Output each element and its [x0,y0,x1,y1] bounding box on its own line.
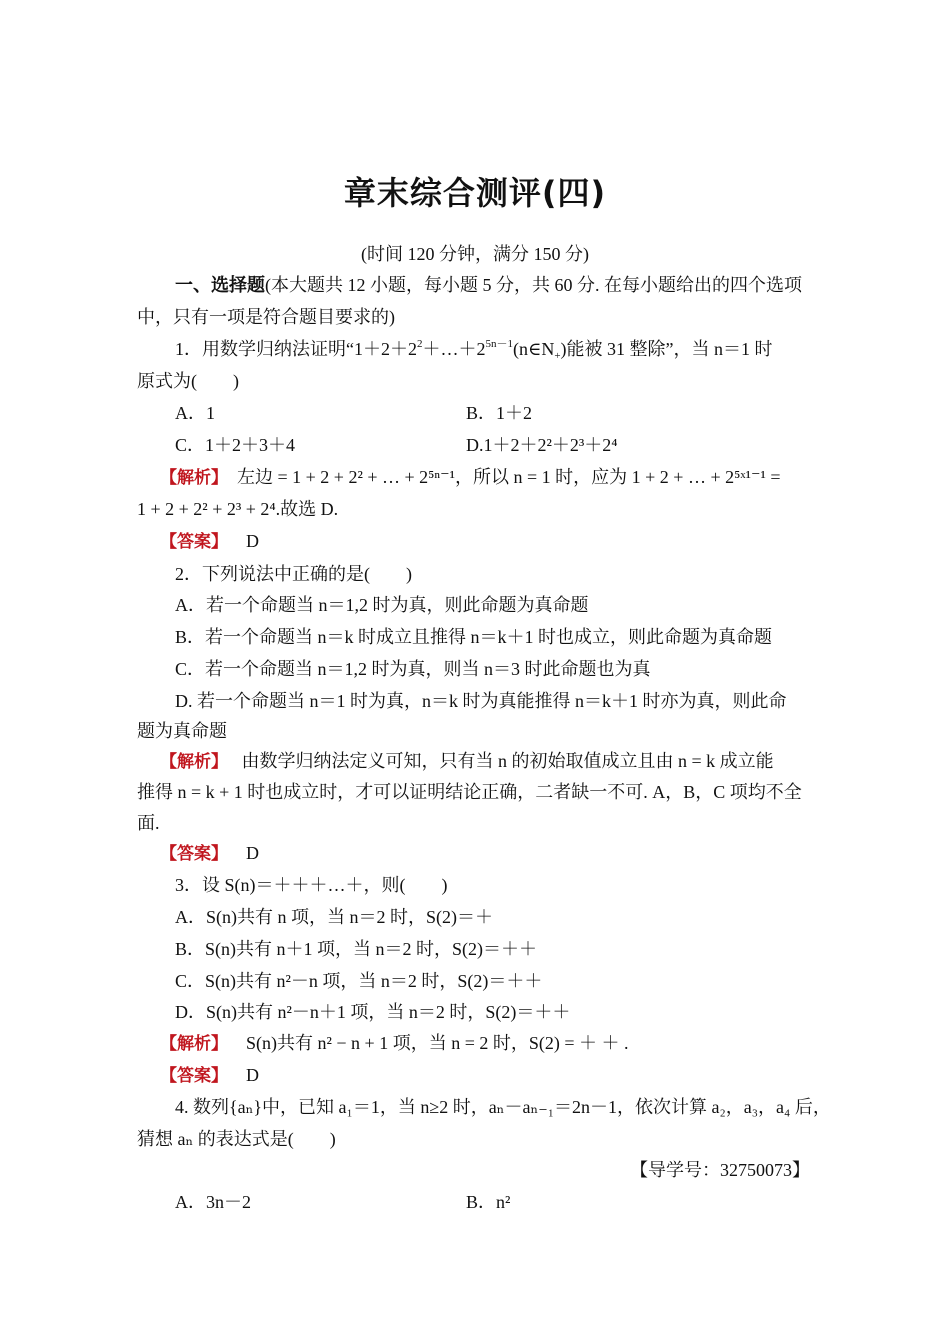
q1-options-cd [175,432,775,458]
answer-tag: 【答案】 [160,844,228,864]
q1-stem: 1．用数学归纳法证明“$1+2+2^2+\dots+2^{5n-1}(n\in N_+)$能被 31 整除”，当 n＝1 时 [175,338,773,362]
q1-option-b: B．1＋2 [466,403,533,423]
q4-option-a: A．3n－2 [175,1192,251,1212]
q1-stem-2: 原式为( ) [137,371,239,391]
exam-meta: (时间 120 分钟，满分 150 分) [361,244,589,264]
analysis-tag: 【解析】 [160,752,228,772]
q2-analysis [160,748,774,775]
q3-answer [160,1062,259,1089]
q1-answer-value: D [246,531,259,551]
analysis-tag: 【解析】 [160,468,228,488]
q3-stem: 3．设 S(n)＝＋＋＋…＋，则( ) [175,875,448,895]
q2-option-d-2: 题为真命题 [137,721,227,741]
analysis-tag: 【解析】 [160,1034,228,1054]
q2-stem: 2．下列说法中正确的是( ) [175,564,412,584]
section-desc-2: 中，只有一项是符合题目要求的) [137,307,395,327]
q4-stem-1: 4. 数列{aₙ}中，已知 a₁＝1，当 n≥2 时，aₙ－aₙ₋₁＝2n－1，依次计算 a₂，a₃，a₄ 后， [175,1097,831,1117]
answer-tag: 【答案】 [160,532,228,552]
q2-option-d-1: D. 若一个命题当 n＝1 时为真，n＝k 时为真能推得 n＝k＋1 时亦为真，则此命 [175,691,787,711]
section-title: 一、选择题 [175,275,265,295]
guide-number: 【导学号：32750073】 [630,1160,810,1180]
section-heading [175,272,802,298]
q1-answer [160,528,259,555]
q1-option-a: A．1 [175,403,215,423]
q1-analysis-text-1: 左边 = 1 + 2 + 2² + … + 2⁵ⁿ⁻¹，所以 n = 1 时，应为 1 + 2 + … + 2⁵ˣ¹⁻¹ = [237,467,781,487]
answer-tag: 【答案】 [160,1066,228,1086]
q2-answer [160,840,259,867]
q1-analysis-text-2: 1 + 2 + 2² + 2³ + 2⁴.故选 D. [137,499,339,519]
q4-stem-2: 猜想 aₙ 的表达式是( ) [137,1129,336,1149]
q2-answer-value: D [246,843,259,863]
section-desc-1: (本大题共 12 小题，每小题 5 分，共 60 分. 在每小题给出的四个选项 [265,275,802,295]
q3-answer-value: D [246,1065,259,1085]
q2-analysis-text-2: 推得 n = k + 1 时也成立时，才可以证明结论正确，二者缺一不可. A，B，C 项均不全 [137,782,802,802]
q2-analysis-text-3: 面. [137,813,160,833]
q3-option-b: B．S(n)共有 n＋1 项，当 n＝2 时，S(2)＝＋＋ [175,939,538,959]
q1-options-ab [175,400,775,426]
q4-options-ab [175,1189,775,1215]
q3-analysis-text-1: S(n)共有 n² − n + 1 项，当 n = 2 时，S(2) = ＋ ＋ . [246,1033,629,1053]
q3-option-c: C．S(n)共有 n²－n 项，当 n＝2 时，S(2)＝＋＋ [175,971,543,991]
q2-option-a: A．若一个命题当 n＝1,2 时为真，则此命题为真命题 [175,595,589,615]
q3-analysis [160,1030,629,1057]
q1-option-d: D.1＋2＋2²＋2³＋2⁴ [466,435,618,455]
q2-option-c: C．若一个命题当 n＝1,2 时为真，则当 n＝3 时此命题也为真 [175,659,651,679]
q1-option-c: C．1＋2＋3＋4 [175,435,296,455]
q3-option-a: A．S(n)共有 n 项，当 n＝2 时，S(2)＝＋ [175,907,493,927]
q2-analysis-text-1: 由数学归纳法定义可知，只有当 n 的初始取值成立且由 n = k 成立能 [241,751,774,771]
page-title: 章末综合测评(四) [343,174,607,212]
q1-analysis [160,464,781,491]
q3-option-d: D．S(n)共有 n²－n＋1 项，当 n＝2 时，S(2)＝＋＋ [175,1002,571,1022]
q4-option-b: B．n² [466,1192,511,1212]
q2-option-b: B．若一个命题当 n＝k 时成立且推得 n＝k＋1 时也成立，则此命题为真命题 [175,627,773,647]
